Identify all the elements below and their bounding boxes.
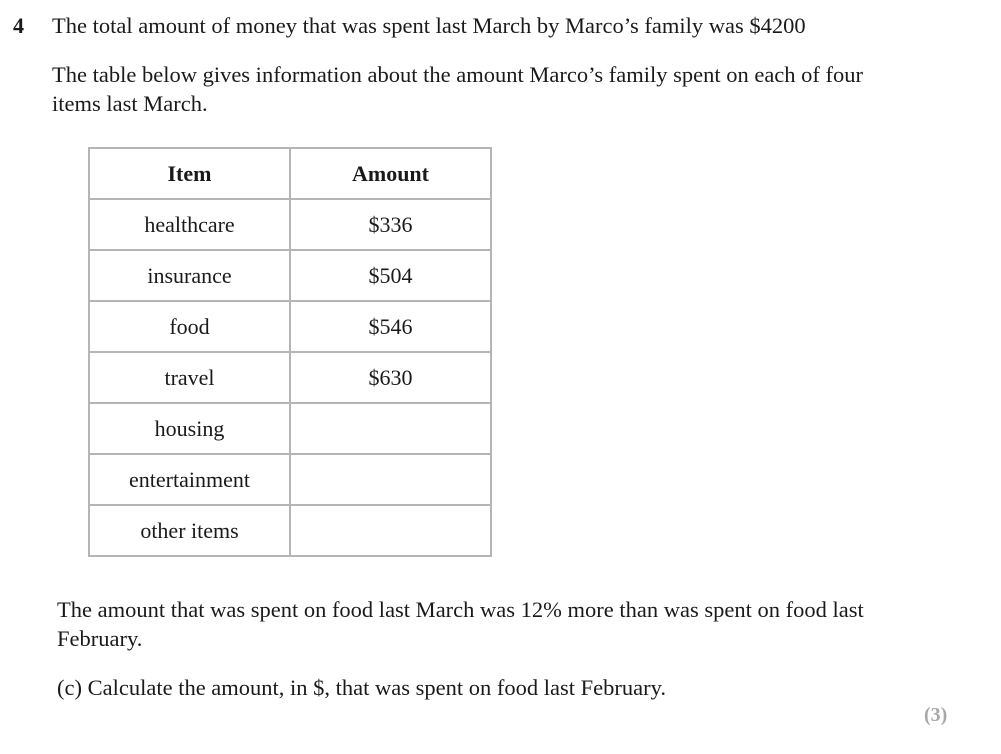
table-row <box>89 352 491 403</box>
table-row <box>89 250 491 301</box>
item-cell: entertainment <box>89 454 290 505</box>
part-label: (c) <box>57 675 82 700</box>
amount-cell <box>290 403 491 454</box>
table-intro: The table below gives information about the amount Marco’s family spent on each of four items last March. <box>52 62 864 116</box>
table-row <box>89 403 491 454</box>
item-cell: travel <box>89 352 290 403</box>
table-header-row <box>89 148 491 199</box>
question-number: 4 <box>13 13 24 38</box>
table-row <box>89 454 491 505</box>
spending-table <box>88 147 492 557</box>
item-cell: insurance <box>89 250 290 301</box>
amount-cell: $336 <box>290 199 491 250</box>
amount-cell <box>290 505 491 556</box>
table-row <box>89 301 491 352</box>
food-statement: The amount that was spent on food last March was 12% more than was spent on food last February. <box>57 597 864 651</box>
question-intro: The total amount of money that was spent last March by Marco’s family was $4200 <box>52 13 806 38</box>
header-item: Item <box>89 148 290 199</box>
part-text: Calculate the amount, in $, that was spent on food last February. <box>87 675 667 700</box>
amount-cell: $504 <box>290 250 491 301</box>
item-cell: housing <box>89 403 290 454</box>
header-amount: Amount <box>290 148 491 199</box>
marks-indicator: (3) <box>924 704 948 726</box>
amount-cell: $546 <box>290 301 491 352</box>
item-cell: healthcare <box>89 199 290 250</box>
item-cell: other items <box>89 505 290 556</box>
part-c <box>57 673 666 702</box>
item-cell: food <box>89 301 290 352</box>
amount-cell: $630 <box>290 352 491 403</box>
table-row <box>89 199 491 250</box>
amount-cell <box>290 454 491 505</box>
table-row <box>89 505 491 556</box>
